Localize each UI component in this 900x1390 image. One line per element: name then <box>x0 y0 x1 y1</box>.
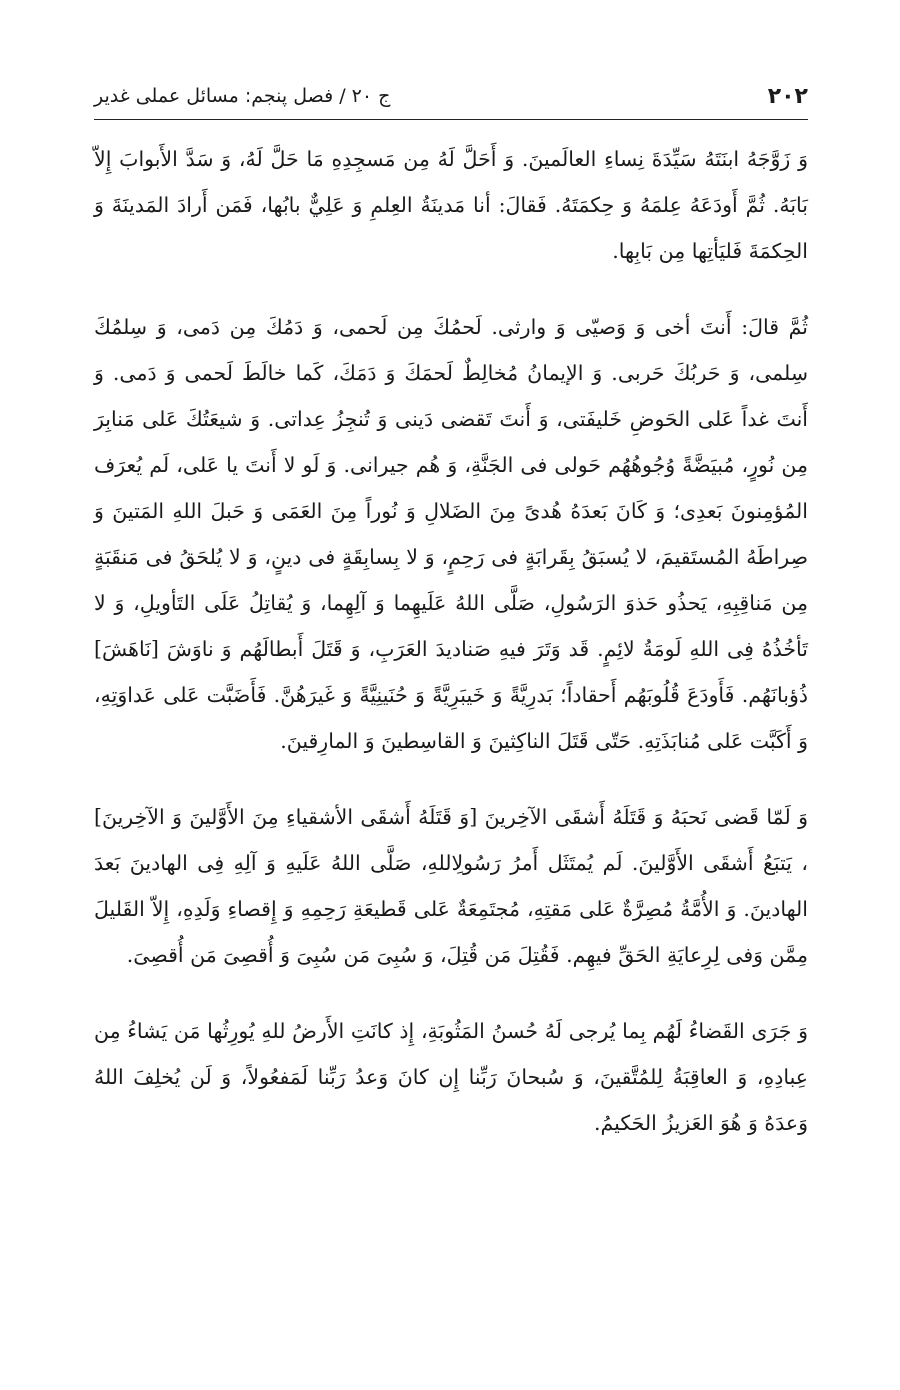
page-header <box>94 76 808 116</box>
paragraph-1: وَ زَوَّجَهُ ابنَتَهُ سَيِّدَةَ نِساءِ العالَمينَ. وَ أَحَلَّ لَهُ مِن مَسجِدِهِ مَا حَلَّ لَهُ، وَ سَدَّ الأَبوابَ إِلاّ بَابَهُ. ثُمَّ أَودَعَهُ عِلمَهُ وَ حِكمَتَهُ. فَقالَ: أنا مَدينَةُ العِلمِ وَ عَلِيٌّ بابُها، فَمَن أَرادَ المَدينَةَ وَ الحِكمَةَ فَليَأتِها مِن بَابِها. <box>94 147 808 263</box>
paragraph-4: وَ جَرَى القَضاءُ لَهُم بِما يُرجى لَهُ حُسنُ المَثُوبَةِ، إِذ كانَتِ الأَرضُ للهِ يُورِثُها مَن يَشاءُ مِن عِبادِهِ، وَ العاقِبَةُ لِلمُتَّقينَ، وَ سُبحانَ رَبِّنا إِن كانَ وَعدُ رَبِّنا لَمَفعُولاً، وَ لَن يُخلِفَ اللهُ وَعدَهُ وَ هُوَ العَزيزُ الحَكيمُ. <box>94 1019 808 1135</box>
header-rule <box>94 119 808 120</box>
page-number: ٢٠٢ <box>767 83 808 109</box>
running-title: ج ٢٠ / فصل پنجم: مسائل عملى غدير <box>94 85 391 107</box>
paragraph-2: ثُمَّ قالَ: أَنتَ أخى وَ وَصيّى وَ وارثى. لَحمُكَ مِن لَحمى، وَ دَمُكَ مِن دَمى، وَ سِلمُكَ سِلمى، وَ حَربُكَ حَربى. وَ الإيمانُ مُخالِطٌ لَحمَكَ وَ دَمَكَ، كَما خالَطَ لَحمى وَ دَمى. وَ أَنتَ غداً عَلى الحَوضِ خَليفَتى، وَ أَنتَ تَقضى دَينى وَ تُنجِزُ عِداتى. وَ شيعَتُكَ عَلى مَنابِرَ مِن نُورٍ، مُبيَضَّةً وُجُوهُهُم حَولى فى الجَنَّةِ، وَ هُم جيرانى. وَ لَو لا أَنتَ يا عَلى، لَم يُعرَف المُؤمِنونَ بَعدِى؛ وَ كَانَ بَعدَهُ هُدىً مِنَ الضَلالِ وَ نُوراً مِنَ العَمَى وَ حَبلَ اللهِ المَتينَ وَ صِراطَهُ المُستَقيمَ، لا يُسبَقُ بِقَرابَةٍ فى رَحِمٍ، وَ لا بِسابِقَةٍ فى دينٍ، وَ لا يُلحَقُ فى مَنقَبَةٍ مِن مَناقِبِهِ، يَحذُو حَذوَ الرَسُولِ، صَلَّى اللهُ عَلَيهِما وَ آلِهِما، وَ يُقاتِلُ عَلَى التَأويلِ، وَ لا تَأخُذُهُ فِى اللهِ لَومَةُ لائِمٍ. قَد وَتَرَ فيهِ صَناديدَ العَرَبِ، وَ قَتَلَ أَبطالَهُم وَ ناوَشَ [نَاهَشَ] ذُؤبانَهُم. فَأَودَعَ قُلُوبَهُم أَحقاداً؛ بَدرِيَّةً وَ خَيبَرِيَّةً وَ حُنَينِيَّةً وَ غَيرَهُنَّ. فَأَضَبَّت عَلى عَداوَتِهِ، وَ أَكَبَّت عَلى مُنابَذَتِهِ. حَتّى قَتَلَ الناكِثينَ وَ القاسِطينَ وَ المارِقينَ. <box>94 315 808 753</box>
page-body <box>94 136 808 1176</box>
paragraph-3: وَ لَمّا قَضى نَحبَهُ وَ قَتَلَهُ أَشقَى الآخِرينَ [وَ قَتَلَهُ أَشقَى الأشقياءِ مِنَ الأَوَّلينَ وَ الآخِرينَ] ، يَتبَعُ أَشقَى الأَوَّلينَ. لَم يُمتَثَل أَمرُ رَسُولِاللهِ، صَلَّى اللهُ عَلَيهِ وَ آلِهِ فِى الهادينَ بَعدَ الهادينَ. وَ الأُمَّةُ مُصِرَّةٌ عَلى مَقتِهِ، مُجتَمِعَةٌ عَلى قَطيعَةِ رَحِمِهِ وَ إِقصاءِ وَلَدِهِ، إِلاّ القَليلَ مِمَّن وَفى لِرِعايَةِ الحَقِّ فيهِم. فَقُتِلَ مَن قُتِلَ، وَ سُبِىَ مَن سُبِىَ وَ أُقصِىَ مَن أُقصِىَ. <box>94 805 808 967</box>
